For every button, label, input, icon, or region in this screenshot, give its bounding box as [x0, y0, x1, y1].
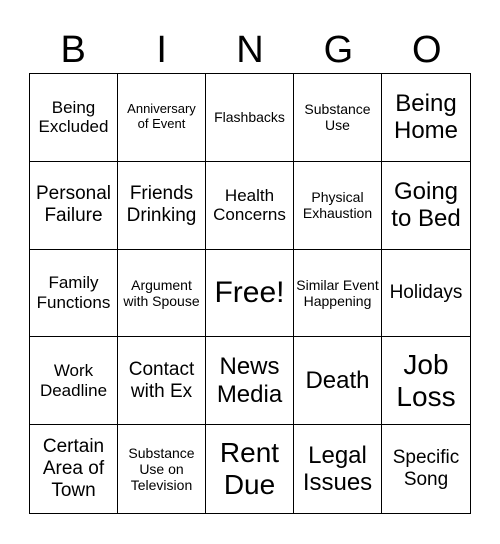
- bingo-cell[interactable]: Anniversary of Event: [118, 74, 206, 162]
- bingo-cell[interactable]: Friends Drinking: [118, 162, 206, 250]
- bingo-board: [29, 73, 471, 514]
- bingo-cell[interactable]: Substance Use: [294, 74, 382, 162]
- bingo-cell[interactable]: Rent Due: [206, 425, 294, 513]
- bingo-cell[interactable]: Family Functions: [30, 250, 118, 338]
- bingo-cell[interactable]: Job Loss: [382, 337, 470, 425]
- bingo-cell[interactable]: Death: [294, 337, 382, 425]
- bingo-cell[interactable]: News Media: [206, 337, 294, 425]
- bingo-cell[interactable]: Certain Area of Town: [30, 425, 118, 513]
- bingo-cell[interactable]: Legal Issues: [294, 425, 382, 513]
- bingo-cell[interactable]: Argument with Spouse: [118, 250, 206, 338]
- header-letter-n: N: [236, 29, 264, 71]
- bingo-cell[interactable]: Contact with Ex: [118, 337, 206, 425]
- bingo-cell[interactable]: Holidays: [382, 250, 470, 338]
- header-letter-g: G: [323, 29, 354, 71]
- bingo-cell[interactable]: Personal Failure: [30, 162, 118, 250]
- header-letter-b: B: [60, 29, 86, 71]
- bingo-cell[interactable]: Work Deadline: [30, 337, 118, 425]
- bingo-cell[interactable]: Being Home: [382, 74, 470, 162]
- bingo-cell[interactable]: Specific Song: [392, 447, 460, 491]
- bingo-cell[interactable]: Going to Bed: [382, 162, 470, 250]
- bingo-cell[interactable]: Substance Use on Television: [118, 425, 206, 513]
- bingo-cell[interactable]: Being Excluded: [30, 74, 118, 162]
- bingo-cell[interactable]: Health Concerns: [206, 162, 294, 250]
- bingo-cell[interactable]: Similar Event Happening: [294, 250, 382, 338]
- bingo-cell[interactable]: Flashbacks: [206, 74, 294, 162]
- free-space[interactable]: Free!: [206, 250, 294, 338]
- header-letter-o: O: [412, 29, 442, 71]
- header-letter-i: I: [156, 29, 167, 71]
- bingo-cell[interactable]: Physical Exhaustion: [294, 162, 382, 250]
- bingo-header: [29, 26, 471, 74]
